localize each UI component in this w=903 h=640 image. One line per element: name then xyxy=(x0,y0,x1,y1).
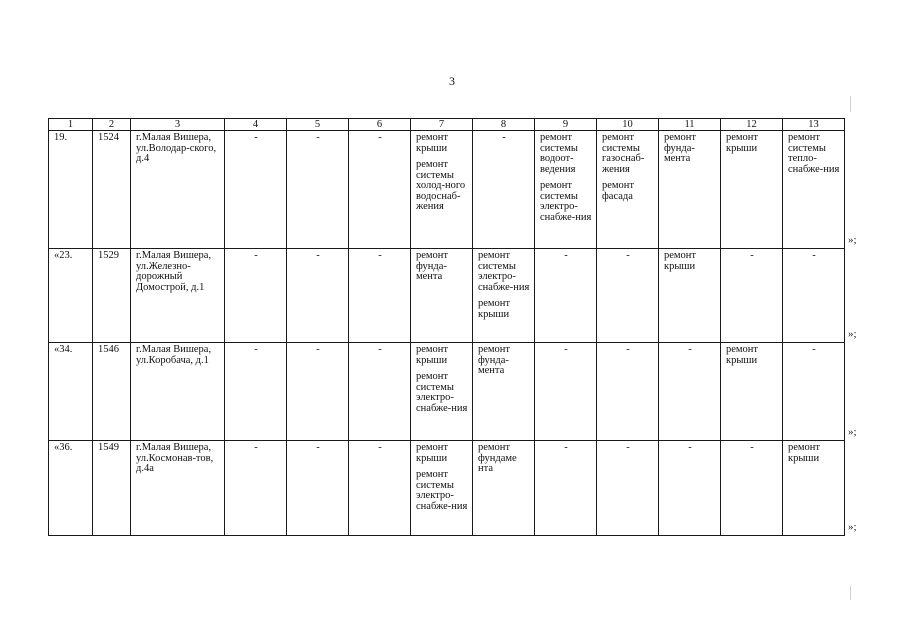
cell-entry: - xyxy=(564,344,568,355)
margin-mark xyxy=(850,96,851,112)
cell-period-8 xyxy=(473,131,535,249)
cell-period-12 xyxy=(721,131,783,249)
cell-period-12 xyxy=(721,441,783,536)
cell-period-7 xyxy=(411,343,473,441)
cell-entry: ремонт системы тепло-снабже-ния xyxy=(788,132,840,175)
cell-period-7 xyxy=(411,249,473,343)
building-code: 1524 xyxy=(93,131,131,249)
cell-period-10 xyxy=(597,131,659,249)
column-header: 3 xyxy=(131,119,225,131)
cell-entry: - xyxy=(688,344,692,355)
cell-period-6: - xyxy=(349,249,411,343)
cell-entry: ремонт системы водоот-ведения xyxy=(540,132,578,175)
cell-period-6: - xyxy=(349,131,411,249)
building-code: 1529 xyxy=(93,249,131,343)
building-address: г.Малая Вишера, ул.Космонав-тов, д.4а xyxy=(131,441,225,536)
page-number: 3 xyxy=(449,74,455,88)
column-header: 11 xyxy=(659,119,721,131)
row-number: «34. xyxy=(49,343,93,441)
cell-entry: ремонт фунда-мента xyxy=(478,344,511,376)
cell-period-11 xyxy=(659,249,721,343)
cell-period-7 xyxy=(411,131,473,249)
cell-period-9 xyxy=(535,131,597,249)
margin-mark xyxy=(850,586,851,600)
building-code: 1549 xyxy=(93,441,131,536)
cell-entry: - xyxy=(626,344,630,355)
column-header: 7 xyxy=(411,119,473,131)
column-header: 5 xyxy=(287,119,349,131)
row-number: «36. xyxy=(49,441,93,536)
cell-entry: ремонт крыши xyxy=(416,344,449,366)
cell-entry: ремонт системы электро-снабже-ния xyxy=(478,250,530,293)
cell-entry: - xyxy=(626,442,630,453)
cell-period-8 xyxy=(473,343,535,441)
column-header: 9 xyxy=(535,119,597,131)
cell-period-10 xyxy=(597,343,659,441)
cell-entry: - xyxy=(688,442,692,453)
column-header: 13 xyxy=(783,119,845,131)
cell-period-4: - xyxy=(225,131,287,249)
cell-entry: ремонт крыши xyxy=(726,344,759,366)
cell-period-5: - xyxy=(287,441,349,536)
column-header: 6 xyxy=(349,119,411,131)
cell-period-4: - xyxy=(225,441,287,536)
row-closing-mark: »; xyxy=(848,328,857,340)
cell-period-9 xyxy=(535,249,597,343)
cell-entry: - xyxy=(750,250,754,261)
cell-entry: - xyxy=(812,344,816,355)
row-closing-mark: »; xyxy=(848,234,857,246)
cell-entry: ремонт системы электро-снабже-ния xyxy=(416,371,468,414)
cell-period-10 xyxy=(597,441,659,536)
column-header: 10 xyxy=(597,119,659,131)
cell-period-11 xyxy=(659,343,721,441)
column-header: 4 xyxy=(225,119,287,131)
building-address: г.Малая Вишера, ул.Железно-дорожный Домострой, д.1 xyxy=(131,249,225,343)
cell-period-5: - xyxy=(287,131,349,249)
table-row xyxy=(49,131,845,249)
column-header: 12 xyxy=(721,119,783,131)
table-row xyxy=(49,441,845,536)
row-closing-mark: »; xyxy=(848,521,857,533)
cell-period-6: - xyxy=(349,343,411,441)
cell-period-10 xyxy=(597,249,659,343)
cell-period-4: - xyxy=(225,249,287,343)
cell-entry: - xyxy=(564,250,568,261)
cell-entry: - xyxy=(626,250,630,261)
cell-period-13 xyxy=(783,249,845,343)
cell-entry: - xyxy=(750,442,754,453)
cell-entry: ремонт фасада xyxy=(602,180,635,202)
cell-period-13 xyxy=(783,441,845,536)
repair-schedule-table xyxy=(48,118,845,536)
cell-period-11 xyxy=(659,441,721,536)
cell-entry: - xyxy=(812,250,816,261)
cell-period-7 xyxy=(411,441,473,536)
cell-entry: ремонт фунда-мента xyxy=(416,250,449,282)
cell-entry: - xyxy=(502,132,506,143)
cell-period-5: - xyxy=(287,343,349,441)
cell-period-9 xyxy=(535,441,597,536)
cell-period-8 xyxy=(473,249,535,343)
cell-entry: ремонт крыши xyxy=(726,132,759,154)
cell-period-12 xyxy=(721,249,783,343)
cell-entry: ремонт системы электро-снабже-ния xyxy=(416,469,468,512)
cell-period-4: - xyxy=(225,343,287,441)
cell-entry: ремонт фундаме нта xyxy=(478,442,517,474)
cell-period-13 xyxy=(783,131,845,249)
cell-entry: ремонт крыши xyxy=(664,250,697,272)
table-row xyxy=(49,343,845,441)
cell-period-6: - xyxy=(349,441,411,536)
cell-entry: ремонт крыши xyxy=(788,442,821,464)
cell-period-8 xyxy=(473,441,535,536)
table-row xyxy=(49,249,845,343)
building-address: г.Малая Вишера, ул.Володар-ского, д.4 xyxy=(131,131,225,249)
building-code: 1546 xyxy=(93,343,131,441)
row-number: «23. xyxy=(49,249,93,343)
column-header: 2 xyxy=(93,119,131,131)
cell-period-9 xyxy=(535,343,597,441)
column-header: 8 xyxy=(473,119,535,131)
cell-entry: ремонт системы электро-снабже-ния xyxy=(540,180,592,223)
cell-period-13 xyxy=(783,343,845,441)
cell-entry: ремонт системы газоснаб-жения xyxy=(602,132,645,175)
cell-entry: ремонт фунда-мента xyxy=(664,132,697,164)
row-closing-mark: »; xyxy=(848,426,857,438)
header-row xyxy=(49,119,845,131)
row-number: 19. xyxy=(49,131,93,249)
building-address: г.Малая Вишера, ул.Коробача, д.1 xyxy=(131,343,225,441)
cell-entry: ремонт крыши xyxy=(416,132,449,154)
column-header: 1 xyxy=(49,119,93,131)
cell-entry: - xyxy=(564,442,568,453)
cell-entry: ремонт крыши xyxy=(478,298,511,320)
cell-entry: ремонт системы холод-ного водоснаб-жения xyxy=(416,159,466,212)
cell-period-11 xyxy=(659,131,721,249)
cell-period-5: - xyxy=(287,249,349,343)
cell-entry: ремонт крыши xyxy=(416,442,449,464)
cell-period-12 xyxy=(721,343,783,441)
